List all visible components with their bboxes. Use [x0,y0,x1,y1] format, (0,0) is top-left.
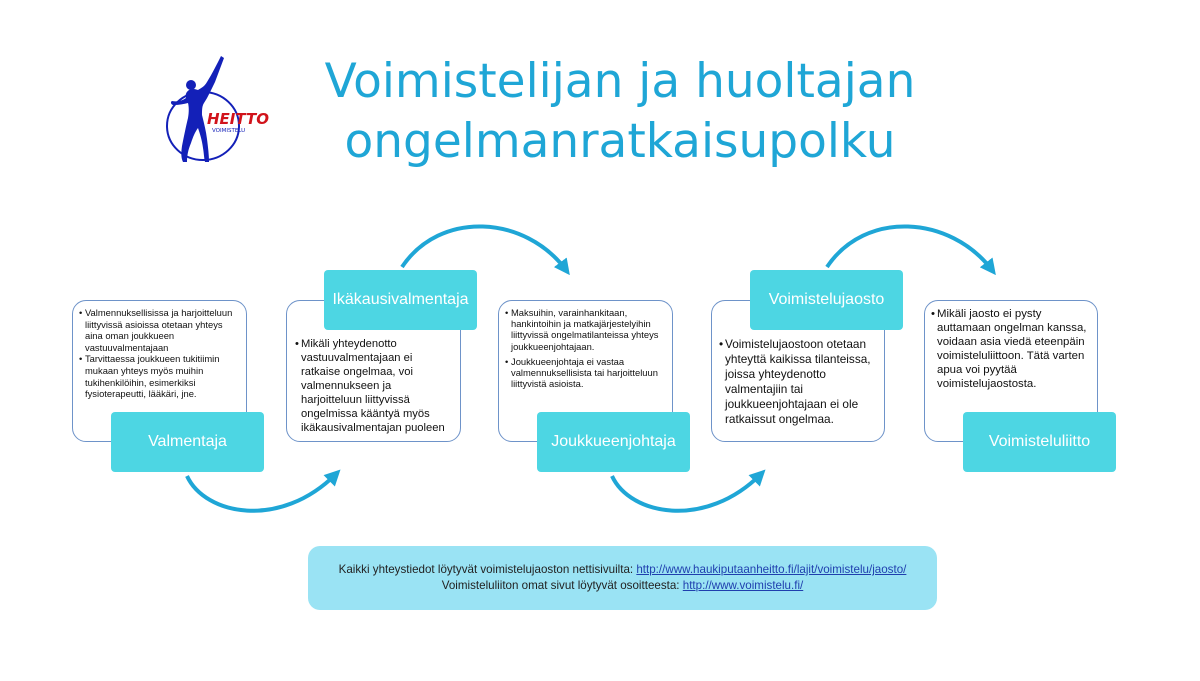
step-label-valmentaja: Valmentaja [111,412,264,472]
logo-text: HEITTO [207,110,269,128]
logo-subtext: VOIMISTELU [212,128,246,134]
list-item: • Maksuihin, varainhankitaan, hankintoihin ja matkajärjestelyihin liittyvissä ongelmatilanteissa yhteys joukkueenjohtajaan. [505,307,666,352]
contact-line-2-text: Voimisteluliiton omat sivut löytyvät osoitteesta: [441,579,683,592]
arrow-ikakausi-to-joukkueenjohtaja [402,226,566,270]
list-item: • Valmennuksellisissa ja harjoitteluun liittyvissä asioissa otetaan yhteys aina oman joukkueen vastuuvalmentajaan [79,307,240,353]
contact-line-1-text: Kaikki yhteystiedot löytyvät voimistelujaoston nettisivuilta: [338,563,637,576]
arrow-valmentaja-to-ikakausi [187,474,336,511]
contact-info-box [308,546,937,610]
list-item: • Mikäli yhteydenotto vastuuvalmentajaan ei ratkaise ongelmaa, voi valmennukseen ja harjoitteluun liittyvissä ongelmissa kääntyä myös ikäkausivalmentajan puoleen [295,337,452,435]
arrow-jaosto-to-liitto [827,226,992,270]
list-item: • Tarvittaessa joukkueen tukitiimin mukaan yhteys myös muihin tukihenkilöihin, esimerkiksi fysioterapeutti, lääkäri, jne. [79,353,240,399]
title-line-1: Voimistelijan ja huoltajan [324,54,916,109]
step-label-ikakausivalmentaja: Ikäkausivalmentaja [324,270,477,330]
list-item: • Voimistelujaostoon otetaan yhteyttä kaikissa tilanteissa, joissa yhteydenotto valmentajiin tai joukkueenjohtajaan ei ole ratkaissut ongelmaa. [719,337,877,427]
list-item: • Joukkueenjohtaja ei vastaa valmennuksellisista tai harjoitteluun liittyvistä asioista. [505,356,666,390]
step-label-joukkueenjohtaja: Joukkueenjohtaja [537,412,690,472]
title-line-2: ongelmanratkaisupolku [344,114,896,169]
contact-line-1 [308,562,937,578]
voimisteluliitto-link[interactable]: http://www.voimistelu.fi/ [682,579,804,592]
step-label-voimisteluliitto: Voimisteluliitto [963,412,1116,472]
list-item: • Mikäli jaosto ei pysty auttamaan ongelman kanssa, voidaan asia viedä eteenpäin voimisteluliittoon. Tätä varten apua voi pyytää voimistelujaostosta. [931,307,1091,391]
step-label-voimistelujaosto: Voimistelujaosto [750,270,903,330]
arrow-joukkueenjohtaja-to-jaosto [612,474,761,511]
jaosto-link[interactable]: http://www.haukiputaanheitto.fi/lajit/voimistelu/jaosto/ [636,563,907,576]
contact-line-2 [308,578,937,594]
